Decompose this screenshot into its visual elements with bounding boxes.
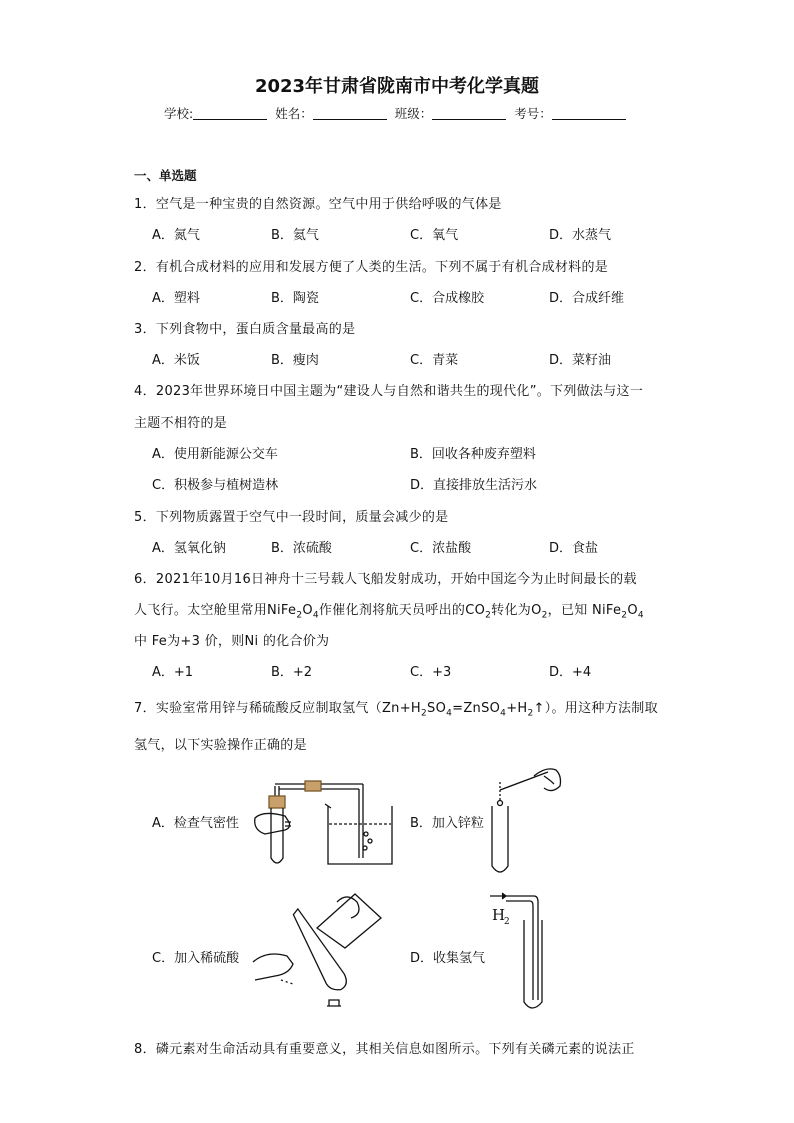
add-zinc-figure bbox=[488, 762, 568, 877]
q1-option-a[interactable]: A．氮气 bbox=[152, 228, 200, 243]
q3-option-c[interactable]: C．青菜 bbox=[410, 353, 459, 368]
collect-hydrogen-figure bbox=[486, 890, 566, 1015]
airtightness-check-figure bbox=[245, 768, 395, 868]
question-7-stem-cont: 氢气，以下实验操作正确的是 bbox=[134, 738, 307, 753]
question-5-stem: 5．下列物质露置于空气中一段时间，质量会减少的是 bbox=[134, 510, 449, 525]
add-acid-figure bbox=[245, 888, 385, 1018]
question-6-stem-cont: 人飞行。太空舱里常用$NiFe_2O_4$作催化剂将航天员呼出的$CO_2$转化为$O_2$，已知 $NiFe_2O_4$ bbox=[134, 603, 644, 621]
question-4-stem-cont: 主题不相符的是 bbox=[134, 416, 228, 431]
question-6-stem-cont2: 中 Fe为+3 价，则Ni 的化合价为 bbox=[134, 634, 330, 649]
question-4-stem: 4．2023年世界环境日中国主题为“建设人与自然和谐共生的现代化”。下列做法与这一 bbox=[134, 384, 644, 399]
q7-option-d[interactable]: D．收集氢气 bbox=[410, 951, 486, 966]
q2-option-a[interactable]: A．塑料 bbox=[152, 291, 200, 306]
svg-text:2: 2 bbox=[504, 917, 510, 927]
q7-option-b[interactable]: B．加入锌粒 bbox=[410, 816, 484, 831]
q5-option-a[interactable]: A．氢氧化钠 bbox=[152, 541, 226, 556]
q6-option-b[interactable]: B．+2 bbox=[271, 665, 313, 680]
student-info bbox=[164, 104, 630, 122]
question-8-stem: 8．磷元素对生命活动具有重要意义，其相关信息如图所示。下列有关磷元素的说法正 bbox=[134, 1042, 635, 1057]
name-label: 姓名： bbox=[275, 106, 313, 121]
question-6-stem: 6．2021年10月16日神舟十三号载人飞船发射成功，开始中国迄今为止时间最长的载 bbox=[134, 572, 637, 587]
q2-option-c[interactable]: C．合成橡胶 bbox=[410, 291, 485, 306]
q5-option-d[interactable]: D．食盐 bbox=[549, 541, 599, 556]
number-label: 考号： bbox=[514, 106, 552, 121]
q4-option-a[interactable]: A．使用新能源公交车 bbox=[152, 447, 278, 462]
q6-option-c[interactable]: C．+3 bbox=[410, 665, 452, 680]
name-field[interactable] bbox=[313, 106, 387, 120]
school-field[interactable] bbox=[193, 106, 267, 120]
school-label: 学校: bbox=[164, 106, 194, 121]
q7-option-a[interactable]: A．检查气密性 bbox=[152, 816, 239, 831]
page-title: 2023年甘肃省陇南市中考化学真题 bbox=[254, 76, 540, 97]
q1-option-b[interactable]: B．氦气 bbox=[271, 228, 319, 243]
q1-option-d[interactable]: D．水蒸气 bbox=[549, 228, 612, 243]
q5-option-c[interactable]: C．浓盐酸 bbox=[410, 541, 472, 556]
question-7-stem: 7．实验室常用锌与稀硫酸反应制取氢气$(Zn+H_2SO_4=ZnSO_4+H_2↑)$。用这种方法制取 bbox=[134, 701, 658, 719]
q4-option-b[interactable]: B．回收各种废弃塑料 bbox=[410, 447, 536, 462]
number-field[interactable] bbox=[552, 106, 626, 120]
q4-option-d[interactable]: D．直接排放生活污水 bbox=[410, 478, 538, 493]
q7-option-c[interactable]: C．加入稀硫酸 bbox=[152, 951, 240, 966]
class-label: 班级： bbox=[394, 106, 433, 121]
question-1-stem: 1．空气是一种宝贵的自然资源。空气中用于供给呼吸的气体是 bbox=[134, 197, 502, 212]
q2-option-d[interactable]: D．合成纤维 bbox=[549, 291, 625, 306]
q2-option-b[interactable]: B．陶瓷 bbox=[271, 291, 319, 306]
section-heading: 一、单选题 bbox=[134, 168, 197, 183]
question-2-stem: 2．有机合成材料的应用和发展方便了人类的生活。下列不属于有机合成材料的是 bbox=[134, 260, 609, 275]
q3-option-a[interactable]: A．米饭 bbox=[152, 353, 200, 368]
q6-option-a[interactable]: A．+1 bbox=[152, 665, 194, 680]
question-3-stem: 3．下列食物中，蛋白质含量最高的是 bbox=[134, 322, 356, 337]
h2-label: H bbox=[492, 906, 506, 924]
q5-option-b[interactable]: B．浓硫酸 bbox=[271, 541, 332, 556]
q1-option-c[interactable]: C．氧气 bbox=[410, 228, 459, 243]
q4-option-c[interactable]: C．积极参与植树造林 bbox=[152, 478, 279, 493]
q3-option-d[interactable]: D．菜籽油 bbox=[549, 353, 612, 368]
q3-option-b[interactable]: B．瘦肉 bbox=[271, 353, 319, 368]
q6-option-d[interactable]: D．+4 bbox=[549, 665, 592, 680]
class-field[interactable] bbox=[432, 106, 506, 120]
